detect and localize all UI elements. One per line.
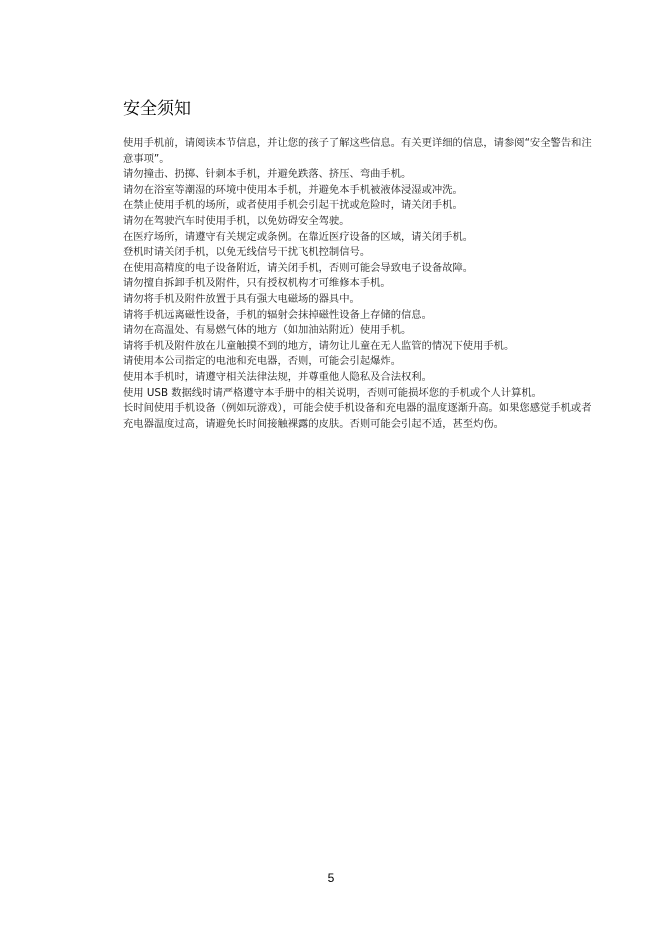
safety-paragraph: 请勿在高温处、有易燃气体的地方（如加油站附近）使用手机。 <box>123 324 412 337</box>
safety-paragraph: 请使用本公司指定的电池和充电器，否则，可能会引起爆炸。 <box>123 355 402 368</box>
safety-paragraph: 在禁止使用手机的场所，或者使用手机会引起干扰或危险时，请关闭手机。 <box>123 199 463 212</box>
safety-paragraph: 使用本手机时，请遵守相关法律法规，并尊重他人隐私及合法权利。 <box>123 370 432 383</box>
safety-paragraph: 在医疗场所，请遵守有关规定或条例。在靠近医疗设备的区域，请关闭手机。 <box>123 230 474 243</box>
safety-paragraph: 请勿在浴室等潮湿的环境中使用本手机，并避免本手机被液体浸湿或冲洗。 <box>123 183 463 196</box>
safety-notes-body <box>123 136 595 432</box>
safety-paragraph: 在使用高精度的电子设备附近，请关闭手机，否则可能会导致电子设备故障。 <box>123 261 474 274</box>
safety-paragraph-intro: 使用手机前，请阅读本节信息，并让您的孩子了解这些信息。有关更详细的信息，请参阅“安全警告和注意事项”。 <box>123 137 592 165</box>
safety-paragraph: 请勿擅自拆卸手机及附件，只有授权机构才可维修本手机。 <box>123 277 391 290</box>
safety-paragraph: 请勿撞击、扔掷、针刺本手机，并避免跌落、挤压、弯曲手机。 <box>123 168 412 181</box>
safety-paragraph: 请勿在驾驶汽车时使用手机，以免妨碍安全驾驶。 <box>123 214 350 227</box>
safety-paragraph: 登机时请关闭手机，以免无线信号干扰飞机控制信号。 <box>123 246 371 259</box>
page-number: 5 <box>327 871 335 885</box>
safety-paragraph: 请将手机远离磁性设备，手机的辐射会抹掉磁性设备上存储的信息。 <box>123 308 432 321</box>
safety-paragraph: 请勿将手机及附件放置于具有强大电磁场的器具中。 <box>123 292 360 305</box>
safety-paragraph: 请将手机及附件放在儿童触摸不到的地方，请勿让儿童在无人监管的情况下使用手机。 <box>123 339 515 352</box>
page-title: 安全须知 <box>123 99 191 119</box>
safety-paragraph: 使用 USB 数据线时请严格遵守本手册中的相关说明，否则可能损坏您的手机或个人计算机。 <box>123 386 542 399</box>
safety-paragraph: 长时间使用手机设备（例如玩游戏），可能会使手机设备和充电器的温度逐渐升高。如果您感觉手机或者充电器温度过高，请避免长时间接触裸露的皮肤。否则可能会引起不适，甚至灼伤。 <box>123 402 592 430</box>
